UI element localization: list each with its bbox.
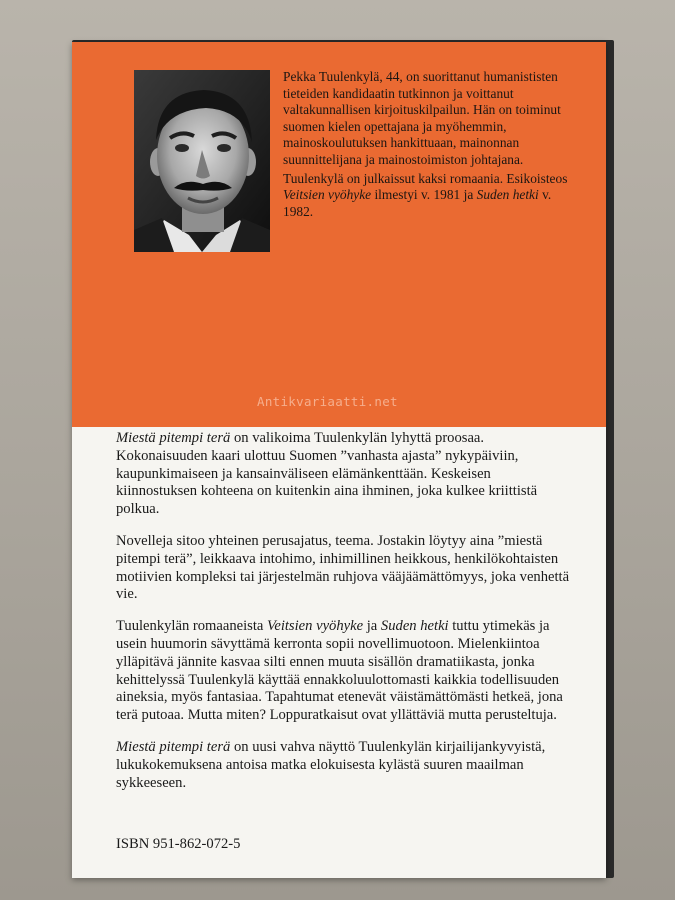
book-title: Veitsien vyöhyke <box>267 618 364 635</box>
bio-text: ilmestyi v. 1981 ja <box>371 187 477 203</box>
blurb-text: on uusi vahva näyttö Tuulenkylän kirjailijankyvyistä, lukukokemuksena antoisa matka elokuisesta kylästä suuren maailman sykkeeseen. <box>116 738 546 791</box>
bio-paragraph-2 <box>283 171 573 221</box>
book-title: Suden hetki <box>380 618 449 635</box>
blurb-text: Tuulenkylän romaaneista <box>116 618 268 635</box>
author-bio <box>283 69 573 220</box>
book-title: Miestä pitempi terä <box>116 430 231 446</box>
book-blurb <box>116 430 571 806</box>
blurb-text: ja <box>363 618 381 635</box>
blurb-paragraph-1 <box>116 430 571 519</box>
book-title: Miestä pitempi terä <box>116 738 231 755</box>
bio-text: Tuulenkylä on julkaissut kaksi romaania. Esikoisteos <box>283 170 568 186</box>
portrait-drawing <box>134 70 270 252</box>
blurb-text: tuttu ytimekäs ja usein huumorin sävyttämä kerronta sopii novellimuotoon. Mielenkiintoa ylläpitävä jännite kasvaa silti ennen muuta sisällön dramatiikasta, jonka kehittelyssä Tuulenkylä käyttää ennakkoluulottomasti kaikkia todellisuuden aineksia, myös fantasiaa. Tapahtumat etenevät väistämättömästi hetkeä, jona terä putoaa. Mutta miten? Loppuratkaisut ovat yllättäviä mutta perusteltuja. <box>116 618 563 724</box>
blurb-paragraph-3 <box>116 618 571 725</box>
blurb-text: on valikoima Tuulenkylän lyhyttä proosaa. Kokonaisuuden kaari ulottuu Suomen ”vanhasta ajasta” nykypäiviin, kaupunkimaiseen ja kansainväliseen elämänkenttään. Keskeisen kiinnostuksen kohteena on kuitenkin aina ihminen, joka kulkee kriittistä polkua. <box>116 430 538 518</box>
blurb-paragraph-2: Novelleja sitoo yhteinen perusajatus, teema. Jostakin löytyy aina ”miestä pitempi terä”, leikkaava intohimo, inhimillinen heikkous, henkilökohtaisten motiivien kompleksi tai järjestelmän ruhjova vääjäämättömyys, joka venhettä vie. <box>116 532 570 603</box>
bio-text: v. 1982. <box>283 187 552 219</box>
blurb-paragraph-4 <box>116 739 571 792</box>
bio-paragraph-1: Pekka Tuulenkylä, 44, on suorittanut humanististen tieteiden kandidaatin tutkinnon ja voittanut valtakunnallisen kirjoituskilpailun. Hän on toiminut suomen kielen opettajana ja myöhemmin, mainoskoulutuksen hankittuaan, mainonnan suunnittelijana ja mainostoimiston johtajana. <box>283 69 561 167</box>
book-title: Suden hetki <box>476 187 539 203</box>
book-title: Veitsien vyöhyke <box>283 187 372 203</box>
orange-author-panel <box>72 42 606 427</box>
author-portrait <box>134 70 270 252</box>
book-back-cover <box>72 42 606 878</box>
isbn-number: ISBN 951-862-072-5 <box>116 836 241 852</box>
watermark: Antikvariaatti.net <box>257 394 398 409</box>
